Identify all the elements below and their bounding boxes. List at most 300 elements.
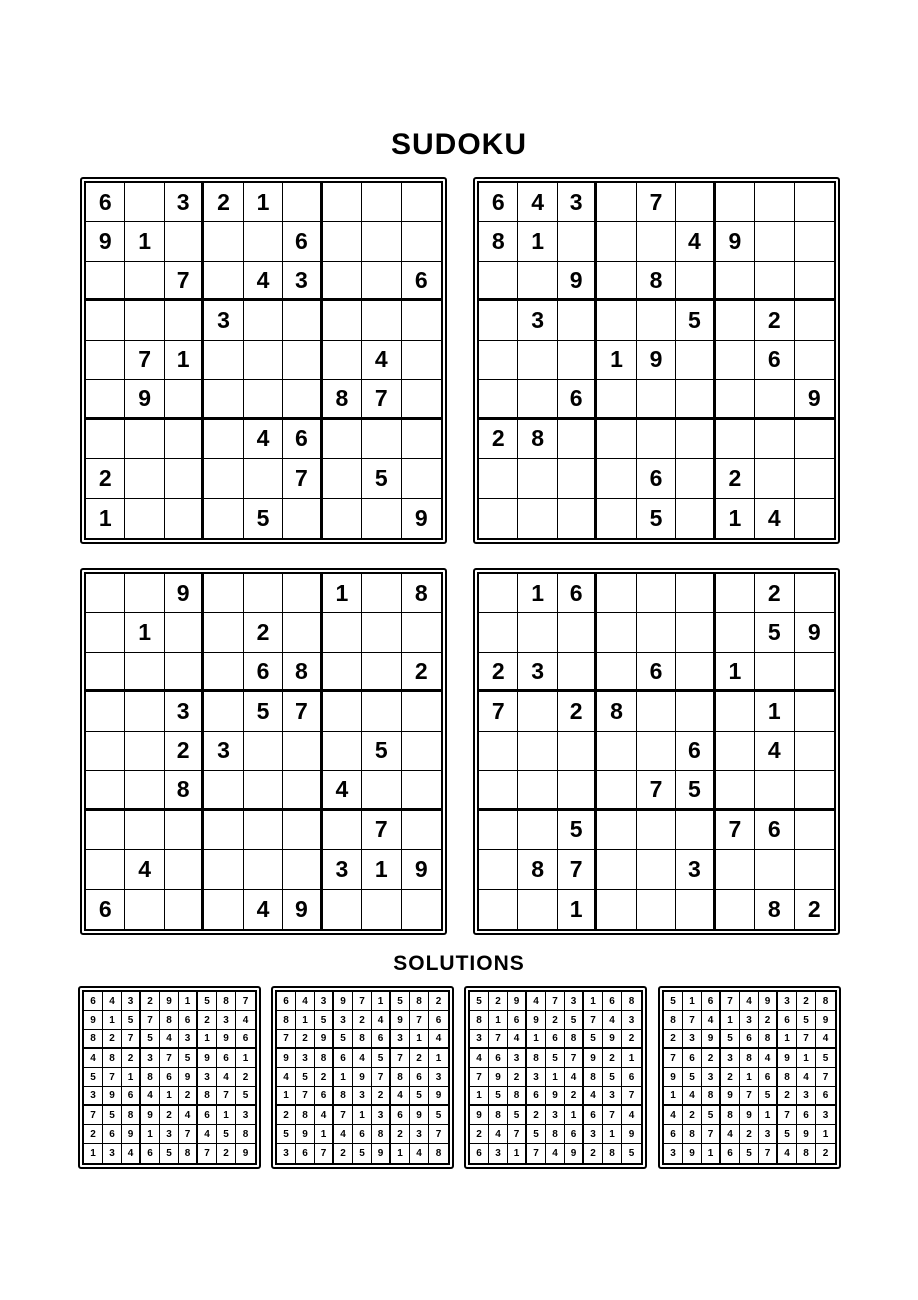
empty-cell[interactable] [165,420,204,459]
empty-cell[interactable] [479,613,518,652]
empty-cell[interactable] [597,183,636,222]
sudoku-puzzle-2 [473,177,840,544]
given-cell: 2 [479,420,518,459]
empty-cell[interactable] [244,771,283,810]
empty-cell[interactable] [558,420,597,459]
empty-cell[interactable] [86,574,125,613]
empty-cell[interactable] [518,811,557,850]
empty-cell[interactable] [283,301,322,340]
empty-cell[interactable] [518,732,557,771]
given-cell: 4 [244,890,283,929]
empty-cell[interactable] [716,341,755,380]
empty-cell[interactable] [795,811,834,850]
empty-cell[interactable] [479,850,518,889]
empty-cell[interactable] [165,811,204,850]
empty-cell[interactable] [558,341,597,380]
empty-cell[interactable] [795,301,834,340]
empty-cell[interactable] [795,653,834,692]
empty-cell[interactable] [323,890,362,929]
solution-cell: 9 [391,1011,410,1030]
empty-cell[interactable] [204,692,243,731]
empty-cell[interactable] [597,499,636,538]
empty-cell[interactable] [795,574,834,613]
empty-cell[interactable] [402,811,441,850]
empty-cell[interactable] [795,183,834,222]
given-cell: 4 [244,262,283,301]
empty-cell[interactable] [479,301,518,340]
empty-cell[interactable] [795,692,834,731]
empty-cell[interactable] [716,613,755,652]
given-cell: 5 [244,692,283,731]
empty-cell[interactable] [558,613,597,652]
empty-cell[interactable] [86,771,125,810]
empty-cell[interactable] [86,850,125,889]
given-cell: 1 [755,692,794,731]
empty-cell[interactable] [676,380,715,419]
empty-cell[interactable] [637,301,676,340]
solution-cell: 6 [759,1068,778,1087]
empty-cell[interactable] [597,613,636,652]
solution-cell: 5 [489,1087,508,1106]
empty-cell[interactable] [676,499,715,538]
empty-cell[interactable] [637,613,676,652]
empty-cell[interactable] [323,692,362,731]
empty-cell[interactable] [518,613,557,652]
solution-cell: 7 [797,1030,816,1049]
empty-cell[interactable] [244,732,283,771]
empty-cell[interactable] [597,771,636,810]
empty-cell[interactable] [676,420,715,459]
empty-cell[interactable] [323,222,362,261]
empty-cell[interactable] [86,420,125,459]
empty-cell[interactable] [244,459,283,498]
empty-cell[interactable] [597,222,636,261]
empty-cell[interactable] [518,380,557,419]
empty-cell[interactable] [755,420,794,459]
empty-cell[interactable] [244,850,283,889]
empty-cell[interactable] [676,341,715,380]
solution-cell: 5 [315,1011,334,1030]
empty-cell[interactable] [244,811,283,850]
empty-cell[interactable] [637,380,676,419]
solution-cell: 5 [778,1125,797,1144]
empty-cell[interactable] [597,459,636,498]
empty-cell[interactable] [755,459,794,498]
empty-cell[interactable] [362,574,401,613]
empty-cell[interactable] [165,222,204,261]
empty-cell[interactable] [795,341,834,380]
given-cell: 3 [558,183,597,222]
solution-cell: 2 [778,1087,797,1106]
empty-cell[interactable] [795,262,834,301]
solution-cell: 6 [527,1087,546,1106]
empty-cell[interactable] [755,380,794,419]
empty-cell[interactable] [125,653,164,692]
empty-cell[interactable] [558,771,597,810]
empty-cell[interactable] [86,262,125,301]
empty-cell[interactable] [362,613,401,652]
empty-cell[interactable] [716,890,755,929]
empty-cell[interactable] [283,380,322,419]
empty-cell[interactable] [597,301,636,340]
empty-cell[interactable] [597,890,636,929]
empty-cell[interactable] [637,732,676,771]
empty-cell[interactable] [362,183,401,222]
empty-cell[interactable] [518,459,557,498]
solution-cell: 6 [277,992,296,1011]
empty-cell[interactable] [402,613,441,652]
solution-cell: 7 [179,1125,198,1144]
empty-cell[interactable] [676,811,715,850]
empty-cell[interactable] [637,574,676,613]
empty-cell[interactable] [518,499,557,538]
empty-cell[interactable] [204,459,243,498]
solution-cell: 4 [179,1106,198,1125]
empty-cell[interactable] [204,850,243,889]
solution-cell: 8 [391,1068,410,1087]
empty-cell[interactable] [558,499,597,538]
empty-cell[interactable] [283,499,322,538]
empty-cell[interactable] [204,653,243,692]
empty-cell[interactable] [165,459,204,498]
given-cell: 7 [362,811,401,850]
solution-cell: 9 [565,1144,584,1163]
empty-cell[interactable] [244,574,283,613]
empty-cell[interactable] [558,459,597,498]
empty-cell[interactable] [283,574,322,613]
empty-cell[interactable] [755,222,794,261]
solution-cell: 9 [622,1125,641,1144]
empty-cell[interactable] [637,420,676,459]
empty-cell[interactable] [362,262,401,301]
empty-cell[interactable] [362,653,401,692]
solution-cell: 6 [622,1068,641,1087]
empty-cell[interactable] [676,692,715,731]
empty-cell[interactable] [362,499,401,538]
given-cell: 3 [323,850,362,889]
solution-cell: 5 [508,1106,527,1125]
empty-cell[interactable] [518,771,557,810]
empty-cell[interactable] [676,890,715,929]
empty-cell[interactable] [676,613,715,652]
empty-cell[interactable] [402,890,441,929]
solution-cell: 6 [664,1125,683,1144]
empty-cell[interactable] [323,420,362,459]
empty-cell[interactable] [402,771,441,810]
given-cell: 9 [86,222,125,261]
solution-cell: 5 [141,1030,160,1049]
solution-cell: 7 [429,1125,448,1144]
solution-cell: 3 [315,992,334,1011]
solution-cell: 4 [584,1087,603,1106]
empty-cell[interactable] [125,811,164,850]
solution-cell: 9 [603,1030,622,1049]
empty-cell[interactable] [795,222,834,261]
empty-cell[interactable] [716,850,755,889]
empty-cell[interactable] [637,850,676,889]
given-cell: 7 [125,341,164,380]
empty-cell[interactable] [716,732,755,771]
empty-cell[interactable] [165,380,204,419]
solution-cell: 9 [489,1068,508,1087]
empty-cell[interactable] [716,301,755,340]
empty-cell[interactable] [244,222,283,261]
empty-cell[interactable] [597,850,636,889]
empty-cell[interactable] [283,341,322,380]
empty-cell[interactable] [204,380,243,419]
solution-cell: 6 [429,1011,448,1030]
empty-cell[interactable] [323,613,362,652]
empty-cell[interactable] [283,183,322,222]
empty-cell[interactable] [323,653,362,692]
empty-cell[interactable] [125,459,164,498]
empty-cell[interactable] [402,341,441,380]
empty-cell[interactable] [637,890,676,929]
empty-cell[interactable] [283,811,322,850]
empty-cell[interactable] [283,613,322,652]
empty-cell[interactable] [676,183,715,222]
empty-cell[interactable] [283,771,322,810]
empty-cell[interactable] [125,262,164,301]
empty-cell[interactable] [86,811,125,850]
empty-cell[interactable] [86,301,125,340]
empty-cell[interactable] [558,732,597,771]
empty-cell[interactable] [283,850,322,889]
empty-cell[interactable] [479,732,518,771]
solution-cell: 7 [683,1011,702,1030]
empty-cell[interactable] [716,183,755,222]
solution-cell: 2 [429,992,448,1011]
solution-cell: 5 [217,1125,236,1144]
empty-cell[interactable] [479,890,518,929]
empty-cell[interactable] [244,341,283,380]
empty-cell[interactable] [204,771,243,810]
empty-cell[interactable] [86,732,125,771]
empty-cell[interactable] [165,301,204,340]
sudoku-puzzle-2-grid [477,181,836,540]
empty-cell[interactable] [86,341,125,380]
empty-cell[interactable] [204,262,243,301]
empty-cell[interactable] [86,380,125,419]
empty-cell[interactable] [204,420,243,459]
given-cell: 9 [637,341,676,380]
empty-cell[interactable] [244,380,283,419]
solution-cell: 6 [740,1030,759,1049]
empty-cell[interactable] [479,574,518,613]
empty-cell[interactable] [637,811,676,850]
empty-cell[interactable] [676,574,715,613]
solution-cell: 9 [198,1049,217,1068]
solution-cell: 8 [470,1011,489,1030]
empty-cell[interactable] [125,692,164,731]
given-cell: 8 [518,420,557,459]
solution-cell: 6 [315,1087,334,1106]
empty-cell[interactable] [362,222,401,261]
solution-cell: 8 [664,1011,683,1030]
empty-cell[interactable] [716,771,755,810]
empty-cell[interactable] [204,222,243,261]
empty-cell[interactable] [165,653,204,692]
given-cell: 7 [165,262,204,301]
empty-cell[interactable] [204,499,243,538]
empty-cell[interactable] [716,692,755,731]
empty-cell[interactable] [323,811,362,850]
empty-cell[interactable] [86,692,125,731]
empty-cell[interactable] [795,499,834,538]
empty-cell[interactable] [597,811,636,850]
empty-cell[interactable] [86,653,125,692]
empty-cell[interactable] [795,732,834,771]
empty-cell[interactable] [204,811,243,850]
empty-cell[interactable] [518,692,557,731]
empty-cell[interactable] [165,613,204,652]
empty-cell[interactable] [402,692,441,731]
empty-cell[interactable] [479,341,518,380]
empty-cell[interactable] [165,850,204,889]
empty-cell[interactable] [518,262,557,301]
empty-cell[interactable] [637,222,676,261]
empty-cell[interactable] [795,850,834,889]
empty-cell[interactable] [125,890,164,929]
empty-cell[interactable] [125,771,164,810]
empty-cell[interactable] [716,420,755,459]
empty-cell[interactable] [597,653,636,692]
solution-cell: 1 [160,1087,179,1106]
empty-cell[interactable] [597,380,636,419]
solution-cell: 9 [277,1049,296,1068]
empty-cell[interactable] [362,692,401,731]
empty-cell[interactable] [755,771,794,810]
empty-cell[interactable] [125,420,164,459]
solution-cell: 3 [391,1030,410,1049]
solution-cell: 8 [508,1087,527,1106]
empty-cell[interactable] [479,811,518,850]
solution-cell: 6 [508,1011,527,1030]
empty-cell[interactable] [479,459,518,498]
solution-cell: 5 [721,1030,740,1049]
empty-cell[interactable] [402,301,441,340]
empty-cell[interactable] [402,420,441,459]
empty-cell[interactable] [125,499,164,538]
empty-cell[interactable] [323,732,362,771]
empty-cell[interactable] [755,653,794,692]
empty-cell[interactable] [795,771,834,810]
empty-cell[interactable] [362,301,401,340]
solution-cell: 4 [198,1125,217,1144]
empty-cell[interactable] [558,222,597,261]
empty-cell[interactable] [676,262,715,301]
solution-cell: 7 [527,1144,546,1163]
empty-cell[interactable] [204,574,243,613]
empty-cell[interactable] [716,574,755,613]
empty-cell[interactable] [323,459,362,498]
solution-cell: 4 [740,992,759,1011]
given-cell: 1 [323,574,362,613]
empty-cell[interactable] [597,420,636,459]
solution-cell: 4 [141,1087,160,1106]
empty-cell[interactable] [676,653,715,692]
empty-cell[interactable] [402,380,441,419]
empty-cell[interactable] [637,692,676,731]
solution-cell: 7 [470,1068,489,1087]
empty-cell[interactable] [402,459,441,498]
solution-cell: 3 [778,992,797,1011]
empty-cell[interactable] [479,499,518,538]
empty-cell[interactable] [125,732,164,771]
empty-cell[interactable] [323,183,362,222]
empty-cell[interactable] [402,732,441,771]
empty-cell[interactable] [479,262,518,301]
solution-cell: 7 [391,1049,410,1068]
given-cell: 4 [362,341,401,380]
empty-cell[interactable] [165,890,204,929]
solution-cell: 4 [565,1068,584,1087]
empty-cell[interactable] [323,262,362,301]
empty-cell[interactable] [402,183,441,222]
empty-cell[interactable] [323,301,362,340]
empty-cell[interactable] [125,574,164,613]
solution-cell: 9 [664,1068,683,1087]
solution-cell: 5 [103,1106,122,1125]
empty-cell[interactable] [479,380,518,419]
empty-cell[interactable] [676,459,715,498]
empty-cell[interactable] [716,262,755,301]
empty-cell[interactable] [204,613,243,652]
empty-cell[interactable] [362,420,401,459]
empty-cell[interactable] [716,380,755,419]
empty-cell[interactable] [125,301,164,340]
solution-cell: 3 [410,1125,429,1144]
empty-cell[interactable] [165,499,204,538]
solution-cell: 7 [546,992,565,1011]
empty-cell[interactable] [755,262,794,301]
empty-cell[interactable] [204,341,243,380]
given-cell: 1 [86,499,125,538]
empty-cell[interactable] [518,341,557,380]
empty-cell[interactable] [755,183,794,222]
empty-cell[interactable] [86,613,125,652]
empty-cell[interactable] [518,890,557,929]
empty-cell[interactable] [244,301,283,340]
solution-cell: 7 [277,1030,296,1049]
solution-cell: 6 [546,1030,565,1049]
solution-cell: 3 [797,1087,816,1106]
solution-cell: 5 [797,1011,816,1030]
solution-cell: 5 [759,1087,778,1106]
empty-cell[interactable] [362,890,401,929]
empty-cell[interactable] [323,341,362,380]
solution-cell: 1 [179,992,198,1011]
solution-cell: 4 [683,1087,702,1106]
empty-cell[interactable] [402,222,441,261]
empty-cell[interactable] [283,732,322,771]
empty-cell[interactable] [323,499,362,538]
empty-cell[interactable] [479,771,518,810]
empty-cell[interactable] [597,732,636,771]
empty-cell[interactable] [795,420,834,459]
empty-cell[interactable] [204,890,243,929]
empty-cell[interactable] [558,653,597,692]
solution-cell: 7 [141,1011,160,1030]
empty-cell[interactable] [125,183,164,222]
empty-cell[interactable] [795,459,834,498]
empty-cell[interactable] [597,262,636,301]
empty-cell[interactable] [597,574,636,613]
given-cell: 4 [676,222,715,261]
empty-cell[interactable] [558,301,597,340]
empty-cell[interactable] [362,771,401,810]
empty-cell[interactable] [755,850,794,889]
